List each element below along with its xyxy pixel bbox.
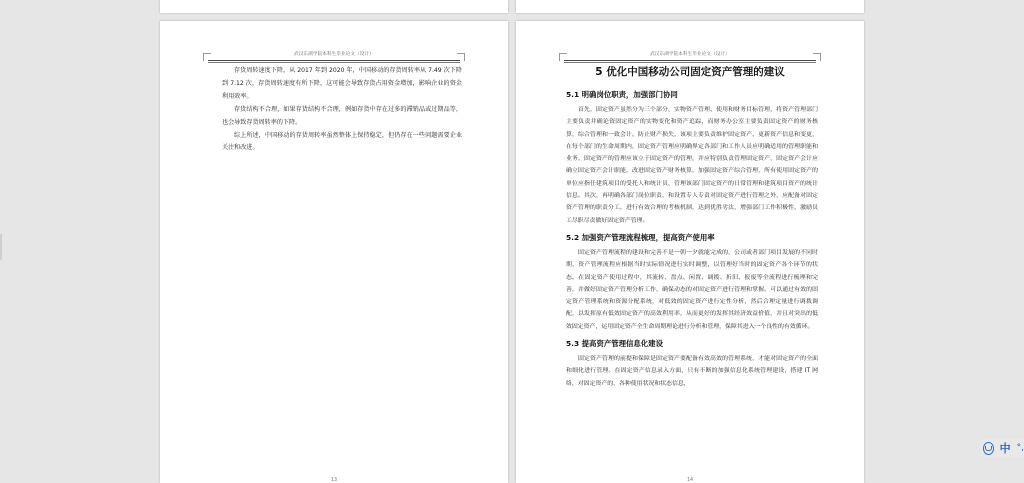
- previous-page-left: [160, 0, 508, 13]
- section-heading: 5.2 加强资产管理流程梳理，提高资产使用率: [566, 232, 715, 242]
- page-number: 13: [330, 478, 338, 483]
- paragraph: 固定资产管理流程的建设和完善不是一朝一夕就能完成的，公司或者部门项目发展的不同时期，资产管理流程应根据当时实际情况进行实时调整，以管理好当时的固定资产各个环节的状态。在固定资产使用过程中，其流转、盘点、闲置、调拨、折旧、报废等全流程进行梳理和完善，并做好固定资产管理分析工作，确保动态的对固定资产进行管理和掌握。可以通过有效的固定资产管理系统和资源分配系统，对低效的固定资产进行定性分析，然后合理定量进行调拨调配，以发挥原有低效固定资产的高效利用率，从而更好的发挥其经济效益价值，并且对突出的低效固定资产，运用固定资产全生命周期理论进行分析和管理，保障其进入一个良性的有效循环。: [566, 249, 818, 330]
- document-page-right: [516, 21, 864, 483]
- header-rule-thin: [564, 62, 816, 63]
- ime-punctuation-toggle[interactable]: °,: [1016, 442, 1024, 453]
- section-5-1: [566, 85, 818, 227]
- document-page-left: [160, 21, 508, 483]
- window-edge: [0, 234, 2, 260]
- page-number: 14: [686, 478, 694, 483]
- paragraph: 综上所述，中国移动的存货周转率虽然整体上保持稳定，但仍存在一些问题需要企业关注和改进。: [222, 131, 462, 152]
- section-heading: 5.3 提高资产管理信息化建设: [566, 339, 663, 349]
- chapter-title: 5 优化中国移动公司固定资产管理的建议: [595, 66, 785, 78]
- ime-language-toggle[interactable]: 中: [999, 441, 1011, 455]
- left-page-body[interactable]: [222, 65, 462, 155]
- section-heading: 5.1 明确岗位职责，加强部门协同: [566, 90, 678, 99]
- right-page-body[interactable]: [566, 85, 818, 391]
- header-rule: [208, 60, 460, 61]
- paragraph: 首先，固定资产虽然分为三个部分，实物资产管理、使用和财务目标管理，将资产管理部门主要负责并确论资固定资产的实物变化和资产追踪，而财务办公室主要负责固定资产的财务核算，综合管理和一致会计。防止财产损失，该项主要负责维护固定资产、更新资产信息和变更，在每个部门的生命周期内，固定资产管理应明确界定各部门和工作人员应明确适用的管理职能和业务。固定资产的管理应该立于固定资产的管理，并应特别负责管理固定资产，固定资产会计应确立固定资产会计职能，改进固定资产财务核算，加强固定资产综合管理，所有使用固定资产的单位应指任建筑项目的受托人和统计员，管理该部门固定资产的日常管理和建筑项目资产的统计信息。其次，再明确各部门岗位职责，和设置专人专责对固定资产进行管理之外，应配备对固定资产管理的职责分工，进行有效合理的考核机制，达到优胜劣汰，增强部门工作积极性，激励员工尽职尽责做好固定资产管理。: [566, 107, 818, 224]
- paragraph: 存货周转速度下降。从 2017 年到 2020 年，中国移动的存货周转率从 7.49 次下降到 7.12 次，存货周转速度有所下降，这可能会导致存货占用资金增加，影响企业的资金利用效率。: [222, 67, 462, 100]
- running-header: 武汉东湖学院本科生毕业论文（设计）: [650, 52, 730, 57]
- paragraph: 固定资产管理的前提和保障是固定资产要配备有效高效的管理系统，才能对固定资产的全面和细化进行管理。在固定资产信息录入方面，只有不断的加强信息化系统管理建设，搭建 IT 网络，对固定资产的，各种使用状况和状态信息，: [566, 356, 818, 387]
- header-rule: [564, 60, 816, 61]
- header-rule-thin: [208, 62, 460, 63]
- ime-logo-icon[interactable]: [983, 442, 994, 455]
- running-header: 武汉东湖学院本科生毕业论文（设计）: [294, 52, 374, 57]
- previous-page-right: [516, 0, 864, 13]
- section-5-2: [566, 228, 818, 333]
- paragraph: 存货结构不合理，如果存货结构不合理，例如存货中存在过多的滞销品或过期品等，也会导致存货周转率的下降。: [222, 105, 462, 126]
- ime-toolbar[interactable]: [980, 439, 1024, 457]
- section-5-3: [566, 334, 818, 390]
